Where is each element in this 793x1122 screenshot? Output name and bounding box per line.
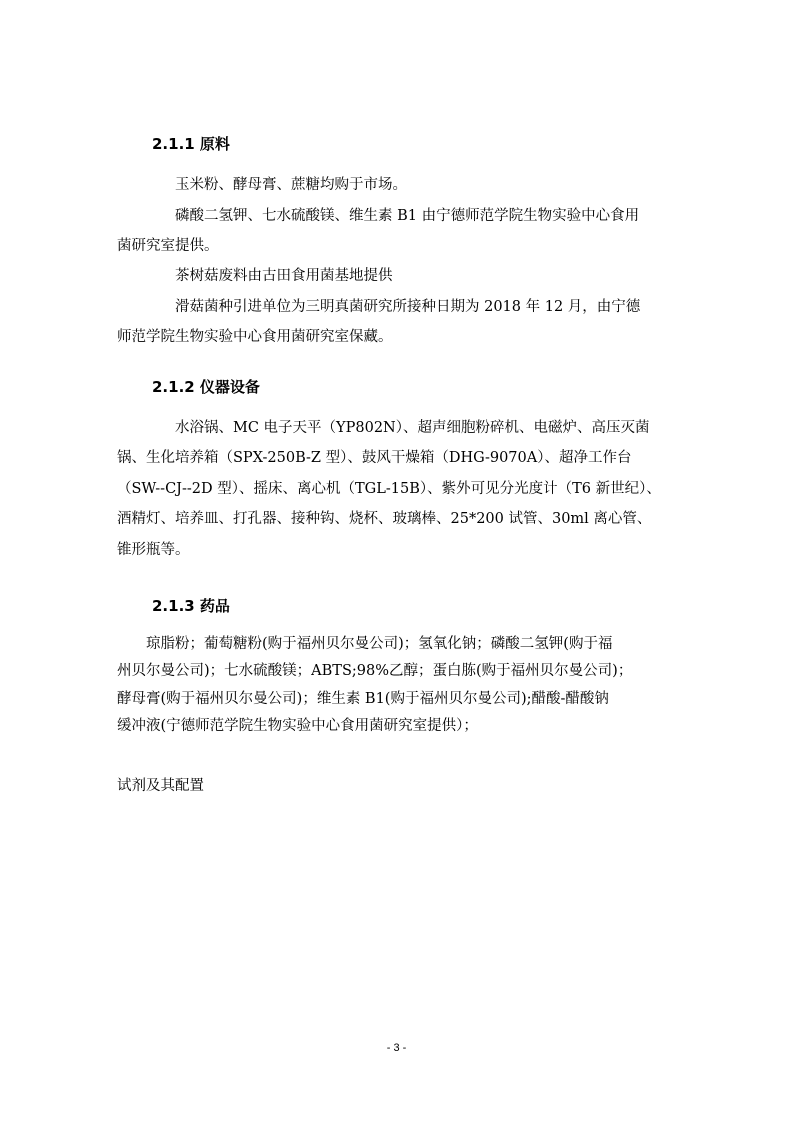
paragraph-line: 水浴锅、MC 电子天平（YP802N）、超声细胞粉碎机、电磁炉、高压灭菌 [175, 420, 650, 436]
paragraph-line: 玉米粉、酵母膏、蔗糖均购于市场。 [175, 177, 407, 193]
paragraph-line: 菌研究室提供。 [117, 238, 219, 254]
paragraph-line: 滑菇菌种引进单位为三明真菌研究所接种日期为 2018 年 12 月，由宁德 [175, 299, 641, 315]
paragraph-line: 酒精灯、培养皿、打孔器、接种钩、烧杯、玻璃棒、25*200 试管、30ml 离心管、 [117, 511, 652, 527]
paragraph-line: 锅、生化培养箱（SPX-250B-Z 型）、鼓风干燥箱（DHG-9070A）、超净工作台 [117, 450, 632, 466]
section-heading-reagents: 2.1.3 药品 [152, 597, 230, 615]
paragraph-line: 师范学院生物实验中心食用菌研究室保藏。 [117, 329, 393, 345]
paragraph-line: 琼脂粉；葡萄糖粉(购于福州贝尔曼公司)；氢氧化钠；磷酸二氢钾(购于福 [146, 636, 613, 652]
paragraph-line: 锥形瓶等。 [117, 542, 190, 558]
paragraph-line: （SW--CJ--2D 型）、摇床、离心机（TGL-15B）、紫外可见分光度计（T6 新世纪）、 [117, 481, 661, 497]
page-number: - 3 - [386, 1042, 407, 1054]
paragraph-line: 酵母膏(购于福州贝尔曼公司)；维生素 B1(购于福州贝尔曼公司);醋酸-醋酸钠 [117, 691, 609, 707]
paragraph-line: 磷酸二氢钾、七水硫酸镁、维生素 B1 由宁德师范学院生物实验中心食用 [175, 208, 640, 224]
paragraph-line: 缓冲液(宁德师范学院生物实验中心食用菌研究室提供）； [117, 718, 478, 734]
section-heading-equipment: 2.1.2 仪器设备 [152, 378, 260, 396]
section-heading-materials: 2.1.1 原料 [152, 135, 230, 153]
trailing-text: 试剂及其配置 [117, 778, 204, 794]
paragraph-line: 州贝尔曼公司)；七水硫酸镁；ABTS;98%乙醇；蛋白胨(购于福州贝尔曼公司)； [117, 663, 633, 679]
paragraph-line: 茶树菇废料由古田食用菌基地提供 [175, 268, 393, 284]
